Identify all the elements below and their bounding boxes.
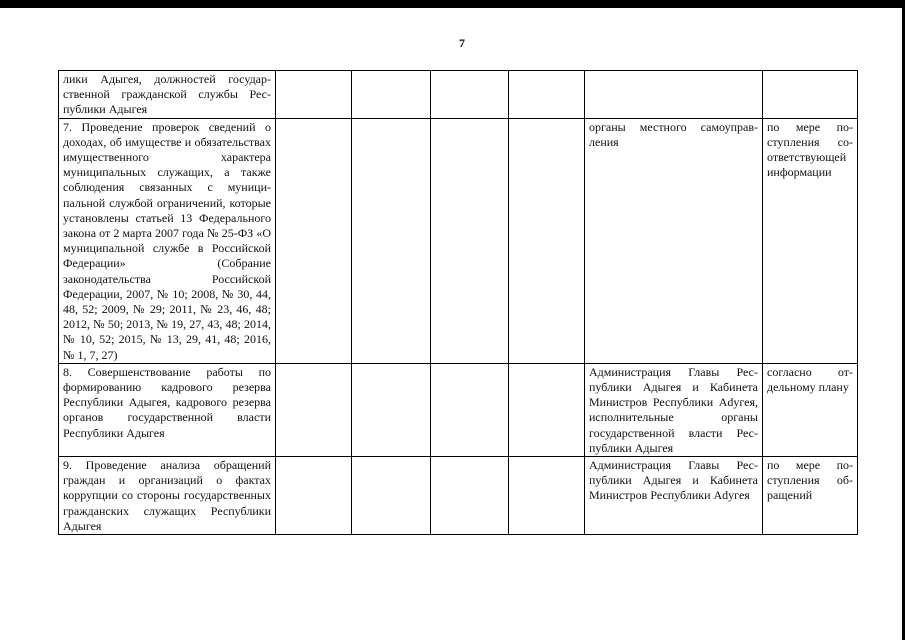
deadline-cell <box>763 457 858 535</box>
measure-text: 8. Совершенствование работы по формированию кадрового резерва Республики Адыгея, кадрового резерва органов государственной власти Республики Адыгея <box>63 364 271 440</box>
deadline-cell <box>763 118 858 363</box>
measures-table <box>58 70 858 535</box>
empty-cell <box>276 363 352 456</box>
deadline-text: по мере поступления соответствующей информации <box>767 119 853 180</box>
measure-text: 7. Проведение проверок сведений о доходах, об имуществе и обязательствах имущественного характера муниципальных служащих, а также соблюдения связанных с муниципальной службой ограничений, которые установлены статьей 13 Федерального закона от 2 марта 2007 года № 25-ФЗ «О муниципальной службе в Российской Федерации» (Собрание законодательства Российской Федерации, 2007, № 10; 2008, № 30, 44, 48, 52; 2009, № 29; 2011, № 23, 46, 48; 2012, № 50; 2013, № 19, 27, 43, 48; 2014, № 10, 52; 2015, № 13, 29, 41, 48; 2016, № 1, 7, 27) <box>63 119 271 362</box>
deadline-cell <box>763 363 858 456</box>
table-row <box>59 363 858 456</box>
table-row <box>59 457 858 535</box>
deadline-text: согласно отдельному плану <box>767 364 853 395</box>
executor-cell <box>585 457 763 535</box>
empty-cell <box>431 71 509 119</box>
empty-cell <box>352 118 431 363</box>
empty-cell <box>352 363 431 456</box>
empty-cell <box>509 363 585 456</box>
executor-cell <box>585 118 763 363</box>
table-row <box>59 118 858 363</box>
empty-cell <box>276 118 352 363</box>
empty-cell <box>431 118 509 363</box>
measure-cell <box>59 363 276 456</box>
empty-cell <box>509 118 585 363</box>
empty-cell <box>352 71 431 119</box>
table-row <box>59 71 858 119</box>
empty-cell <box>509 71 585 119</box>
measure-text: лики Адыгея, должностей государственной гражданской службы Республики Адыгея <box>63 72 271 117</box>
empty-cell <box>352 457 431 535</box>
page-number: 7 <box>459 36 465 50</box>
executor-cell <box>585 363 763 456</box>
empty-cell <box>276 457 352 535</box>
executor-cell <box>585 71 763 119</box>
deadline-text: по мере поступления обращений <box>767 458 853 503</box>
measure-cell <box>59 118 276 363</box>
empty-cell <box>509 457 585 535</box>
executor-text: Администрация Главы Республики Адыгея и Кабинета Министров Республики Adyгея <box>589 458 758 503</box>
empty-cell <box>431 363 509 456</box>
empty-cell <box>276 71 352 119</box>
scan-border-top <box>0 0 905 8</box>
measure-cell <box>59 457 276 535</box>
deadline-cell <box>763 71 858 119</box>
executor-text: Администрация Главы Республики Адыгея и Кабинета Министров Республики Adyгея, исполнительные органы государственной власти Республики Адыгея <box>589 364 758 455</box>
executor-text: органы местного самоуправления <box>589 119 758 149</box>
measure-text: 9. Проведение анализа обращений граждан и организаций о фактах коррупции со стороны государственных гражданских служащих Республики Адыгея <box>63 458 271 533</box>
empty-cell <box>431 457 509 535</box>
measure-cell <box>59 71 276 119</box>
